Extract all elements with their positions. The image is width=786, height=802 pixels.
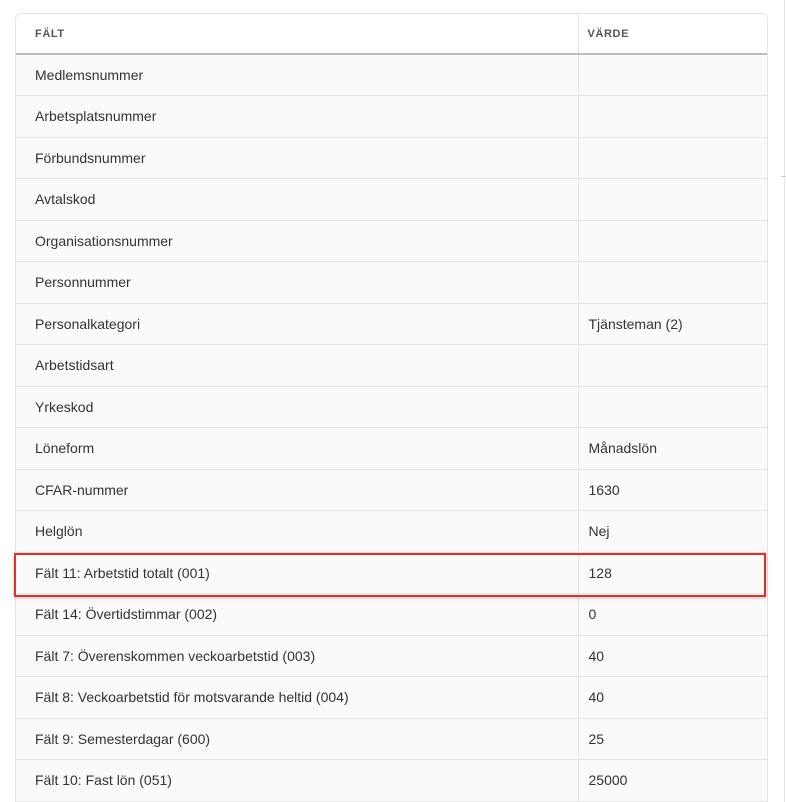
scrollbar-marker (781, 176, 786, 177)
table-row (16, 428, 767, 470)
table-body (16, 54, 767, 801)
table-row (16, 137, 767, 179)
field-name-cell: Fält 11: Arbetstid totalt (001) (16, 552, 578, 594)
field-name-cell: Personalkategori (16, 303, 578, 345)
field-value-cell: 40 (578, 677, 767, 719)
field-name-cell: Yrkeskod (16, 386, 578, 428)
table-row (16, 635, 767, 677)
field-name-cell: Medlemsnummer (16, 54, 578, 96)
column-header-field: FÄLT (16, 14, 578, 54)
field-value-cell: 25000 (578, 760, 767, 802)
table-header-row (16, 14, 767, 54)
column-header-value: VÄRDE (578, 14, 767, 54)
field-value-cell: Månadslön (578, 428, 767, 470)
field-name-cell: Fält 10: Fast lön (051) (16, 760, 578, 802)
field-name-cell: Löneform (16, 428, 578, 470)
field-value-cell: 0 (578, 594, 767, 636)
table-row (16, 469, 767, 511)
field-name-cell: Fält 8: Veckoarbetstid för motsvarande heltid (004) (16, 677, 578, 719)
field-name-cell: Fält 9: Semesterdagar (600) (16, 718, 578, 760)
table-row (16, 718, 767, 760)
table-row (16, 220, 767, 262)
field-name-cell: Arbetsplatsnummer (16, 96, 578, 138)
field-value-table-card (15, 13, 768, 802)
field-value-cell (578, 345, 767, 387)
field-value-cell (578, 54, 767, 96)
field-name-cell: Organisationsnummer (16, 220, 578, 262)
field-name-cell: Helglön (16, 511, 578, 553)
field-value-cell (578, 137, 767, 179)
field-value-cell: 1630 (578, 469, 767, 511)
field-name-cell: Personnummer (16, 262, 578, 304)
scrollbar-track[interactable] (784, 0, 785, 802)
table-row (16, 677, 767, 719)
field-value-cell: 128 (578, 552, 767, 594)
table-row (16, 594, 767, 636)
table-row (16, 262, 767, 304)
field-value-table (16, 14, 767, 802)
field-value-cell: 40 (578, 635, 767, 677)
table-row (16, 760, 767, 802)
field-value-cell (578, 96, 767, 138)
table-row (16, 96, 767, 138)
table-row (16, 345, 767, 387)
field-value-cell: Tjänsteman (2) (578, 303, 767, 345)
field-name-cell: Arbetstidsart (16, 345, 578, 387)
field-name-cell: Fält 14: Övertidstimmar (002) (16, 594, 578, 636)
table-row (16, 54, 767, 96)
table-row (16, 386, 767, 428)
table-row (16, 179, 767, 221)
field-name-cell: Avtalskod (16, 179, 578, 221)
table-row (16, 303, 767, 345)
field-value-cell: 25 (578, 718, 767, 760)
field-name-cell: Fält 7: Överenskommen veckoarbetstid (003) (16, 635, 578, 677)
table-header (16, 14, 767, 54)
field-name-cell: Förbundsnummer (16, 137, 578, 179)
field-value-cell (578, 386, 767, 428)
table-row (16, 511, 767, 553)
field-value-cell: Nej (578, 511, 767, 553)
field-value-cell (578, 262, 767, 304)
field-value-cell (578, 220, 767, 262)
field-value-cell (578, 179, 767, 221)
table-row-highlighted (16, 552, 767, 594)
field-name-cell: CFAR-nummer (16, 469, 578, 511)
